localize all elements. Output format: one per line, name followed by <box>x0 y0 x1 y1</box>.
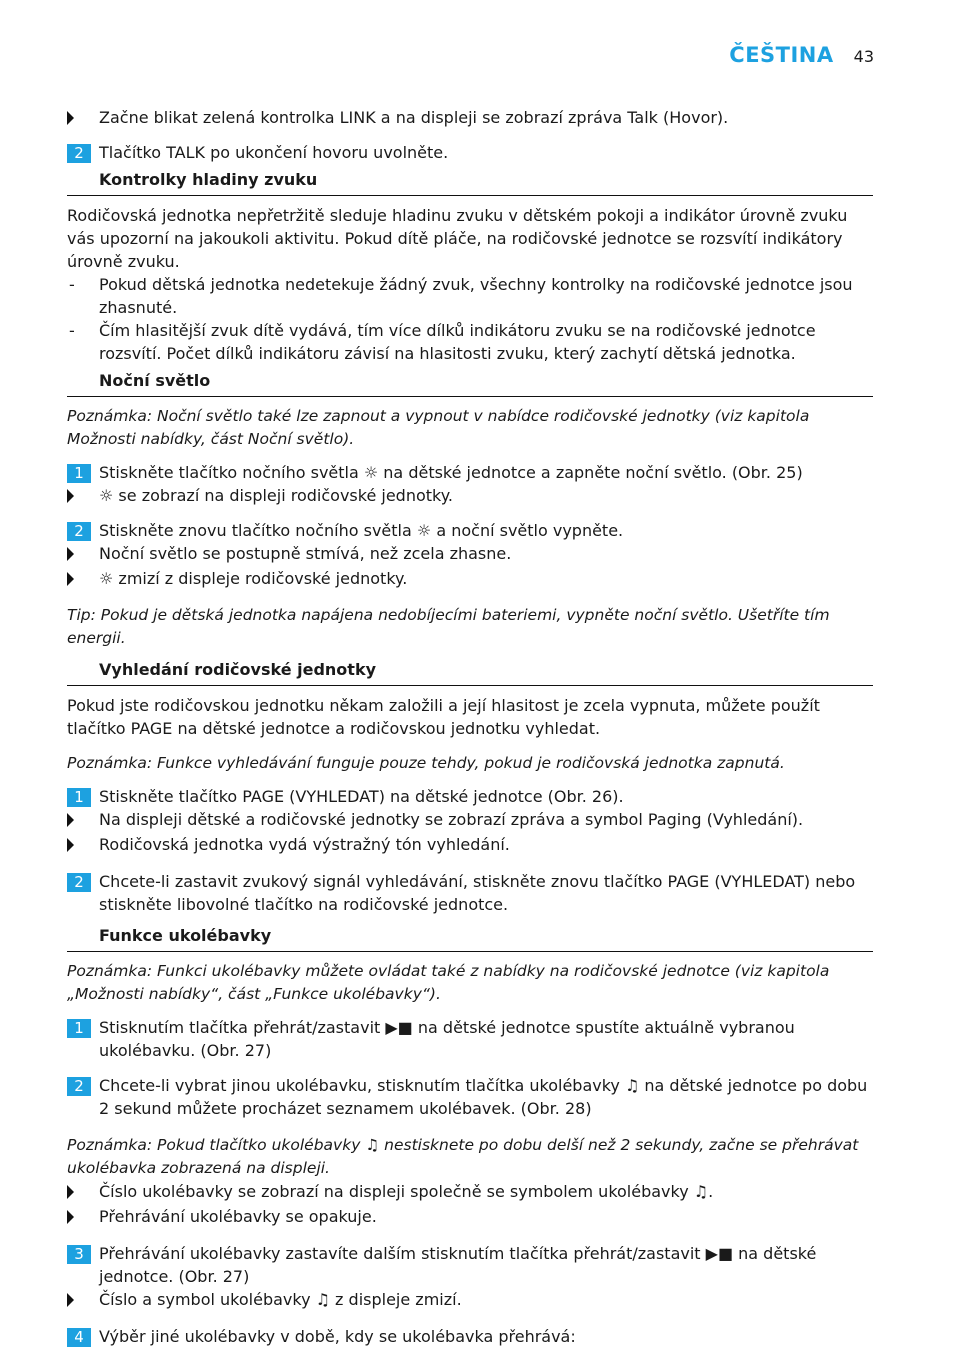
bullet-triangle-icon <box>67 1210 74 1224</box>
bullet-triangle-icon <box>67 547 74 561</box>
note-text: Poznámka: Noční světlo také lze zapnout a vypnout v nabídce rodičovské jednotky (viz kapitola Možnosti nabídky, část Noční světlo). <box>67 407 810 448</box>
bullet-item: Přehrávání ukolébavky se opakuje. <box>67 1205 873 1230</box>
page-content <box>67 106 873 1348</box>
dash-item: - Čím hlasitější zvuk dítě vydává, tím více dílků indikátoru zvuku se na rodičovské jednotce rozsvítí. Počet dílků indikátoru závisí na hlasitosti zvuku, který zachytí dětská jednotka. <box>69 321 816 363</box>
section-heading: Funkce ukolébavky <box>67 924 873 952</box>
step-item: 2 Tlačítko TALK po ukončení hovoru uvolněte. <box>67 141 873 164</box>
step-number: 2 <box>67 522 91 541</box>
bullet-triangle-icon <box>67 813 74 827</box>
bullet-triangle-icon <box>67 1293 74 1307</box>
section-heading: Noční světlo <box>67 369 873 397</box>
night-light-icon: ☼ <box>99 569 114 588</box>
dash-marker: - <box>69 275 75 294</box>
bullet-item: Začne blikat zelená kontrolka LINK a na displeji se zobrazí zpráva Talk (Hovor). <box>67 106 873 131</box>
step-item: 1 Stiskněte tlačítko PAGE (VYHLEDAT) na dětské jednotce (Obr. 26). <box>67 785 873 808</box>
note-text: Poznámka: Funkce vyhledávání funguje pouze tehdy, pokud je rodičovská jednotka zapnutá. <box>67 754 785 772</box>
night-light-icon: ☼ <box>99 486 114 505</box>
step-item: 2 Chcete-li vybrat jinou ukolébavku, stisknutím tlačítka ukolébavky ♫ na dětské jednotce po dobu 2 sekund můžete procházet seznamem ukolébavek. (Obr. 28) <box>67 1074 873 1120</box>
page-number: 43 <box>853 47 874 66</box>
step-number: 2 <box>67 873 91 892</box>
lullaby-icon: ♫ <box>693 1182 709 1201</box>
bullet-item: Noční světlo se postupně stmívá, než zcela zhasne. <box>67 542 873 567</box>
step-number: 2 <box>67 144 91 163</box>
step-number: 1 <box>67 1019 91 1038</box>
step-number: 1 <box>67 788 91 807</box>
step-number: 1 <box>67 464 91 483</box>
night-light-icon: ☼ <box>416 521 432 540</box>
dash-item: - Pokud dětská jednotka nedetekuje žádný zvuk, všechny kontrolky na rodičovské jednotce jsou zhasnuté. <box>69 275 853 317</box>
step-item: 2 Chcete-li zastavit zvukový signál vyhledávání, stiskněte znovu tlačítko PAGE (VYHLEDAT) nebo stiskněte libovolné tlačítko na rodičovské jednotce. <box>67 870 873 916</box>
bullet-item: Číslo ukolébavky se zobrazí na displeji společně se symbolem ukolébavky ♫. <box>67 1180 873 1205</box>
night-light-icon: ☼ <box>363 463 379 482</box>
lullaby-icon: ♫ <box>315 1290 330 1309</box>
page-header <box>729 44 874 68</box>
step-item: 1 Stiskněte tlačítko nočního světla ☼ na dětské jednotce a zapněte noční světlo. (Obr. 25) <box>67 461 873 484</box>
bullet-item: ☼ zmizí z displeje rodičovské jednotky. <box>67 567 873 592</box>
bullet-triangle-icon <box>67 838 74 852</box>
step-number: 4 <box>67 1328 91 1347</box>
paragraph: Pokud jste rodičovskou jednotku někam založili a její hlasitost je zcela vypnuta, můžete použít tlačítko PAGE na dětské jednotce a rodičovskou jednotku vyhledat. <box>67 696 820 738</box>
step-item: 3 Přehrávání ukolébavky zastavíte dalším stisknutím tlačítka přehrát/zastavit ▶■ na dětské jednotce. (Obr. 27) <box>67 1242 873 1288</box>
bullet-item: ☼ se zobrazí na displeji rodičovské jednotky. <box>67 484 873 509</box>
note-text: Poznámka: Pokud tlačítko ukolébavky ♫ nestisknete po dobu delší než 2 sekundy, začne se přehrávat ukolébavka zobrazená na displeji. <box>67 1136 859 1177</box>
dash-marker: - <box>69 321 75 340</box>
lullaby-icon: ♫ <box>365 1136 380 1154</box>
language-title: ČEŠTINA <box>729 43 834 67</box>
step-number: 2 <box>67 1077 91 1096</box>
bullet-item: Číslo a symbol ukolébavky ♫ z displeje zmizí. <box>67 1288 873 1313</box>
bullet-item: Na displeji dětské a rodičovské jednotky se zobrazí zpráva a symbol Paging (Vyhledání). <box>67 808 873 833</box>
bullet-triangle-icon <box>67 489 74 503</box>
step-number: 3 <box>67 1245 91 1264</box>
step-item: 4 Výběr jiné ukolébavky v době, kdy se ukolébavka přehrává: <box>67 1325 873 1348</box>
note-text: Poznámka: Funkci ukolébavky můžete ovládat také z nabídky na rodičovské jednotce (viz kapitola „Možnosti nabídky“, část „Funkce ukolébavky“). <box>67 962 830 1003</box>
section-heading: Vyhledání rodičovské jednotky <box>67 658 873 686</box>
bullet-triangle-icon <box>67 1185 74 1199</box>
step-item: 1 Stisknutím tlačítka přehrát/zastavit ▶■ na dětské jednotce spustíte aktuálně vybranou ukolébavku. (Obr. 27) <box>67 1016 873 1062</box>
play-stop-icon: ▶■ <box>385 1018 413 1037</box>
section-heading: Kontrolky hladiny zvuku <box>67 168 873 196</box>
step-item: 2 Stiskněte znovu tlačítko nočního světla ☼ a noční světlo vypněte. <box>67 519 873 542</box>
play-stop-icon: ▶■ <box>705 1244 734 1263</box>
bullet-item: Rodičovská jednotka vydá výstražný tón vyhledání. <box>67 833 873 858</box>
tip-text: Tip: Pokud je dětská jednotka napájena nedobíjecími bateriemi, vypněte noční světlo. Ušetříte tím energii. <box>67 606 830 647</box>
lullaby-icon: ♫ <box>624 1076 640 1095</box>
paragraph: Rodičovská jednotka nepřetržitě sleduje hladinu zvuku v dětském pokoji a indikátor úrovně zvuku vás upozorní na jakoukoli aktivitu. Pokud dítě pláče, na rodičovské jednotce se rozsvítí indikátory úrovně zvuku. <box>67 206 848 271</box>
bullet-triangle-icon <box>67 572 74 586</box>
bullet-triangle-icon <box>67 111 74 125</box>
